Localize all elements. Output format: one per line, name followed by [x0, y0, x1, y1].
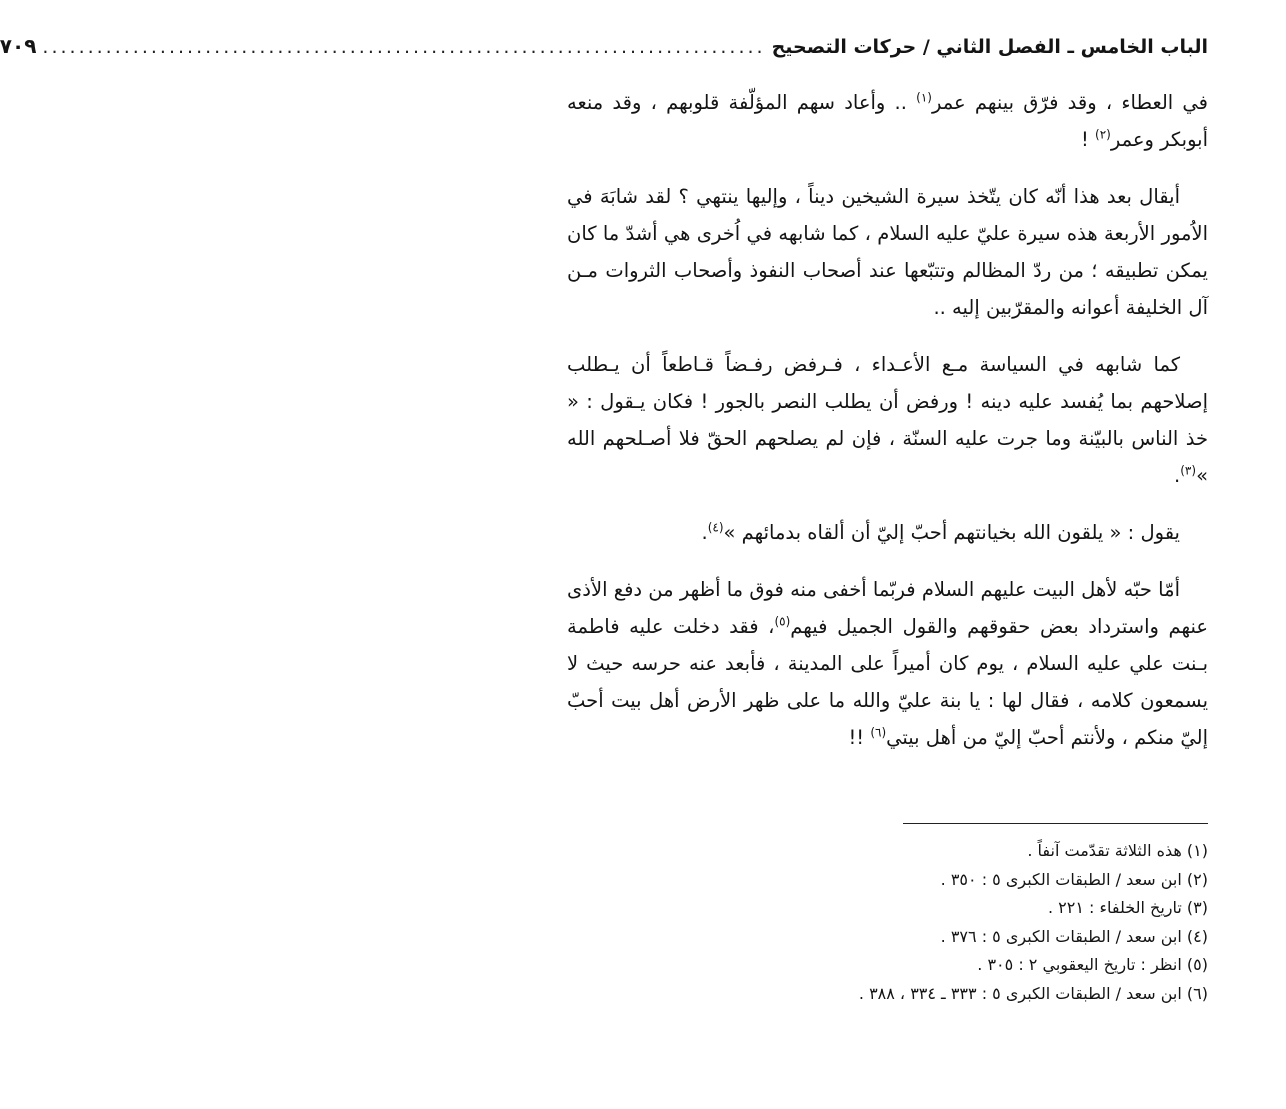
text-run: .	[1174, 464, 1181, 487]
footnote-ref[interactable]: (٥)	[774, 614, 791, 629]
text-run: كما شابهه في السياسة مـع الأعـداء ، فـرفض رفـضاً قـاطعاً أن يـطلب إصلاحهم بما يُفسد عليه دينه ! ورفض أن يطلب النصر بالجور ! فكان يـقول : « خذ الناس بالبيّنة وما جرت عليه السنّة ، فإن لم يصلحهم الحقّ فلا أصـلحهم الله »	[567, 353, 1208, 487]
footnote-ref[interactable]: (٣)	[1180, 463, 1197, 478]
chapter-title: الباب الخامس ـ الفصل الثاني / حركات التصحيح	[771, 36, 1208, 58]
text-run: .. وأعاد سهم المؤلّفة قلوبهم ، وقد منعه أبوبكر وعمر	[567, 91, 1208, 151]
footnotes	[567, 837, 1208, 1008]
footnote-ref[interactable]: (٤)	[707, 520, 724, 535]
paragraph	[567, 514, 1208, 551]
footnote: (٢) ابن سعد / الطبقات الكبرى ٥ : ٣٥٠ .	[940, 869, 1208, 889]
text-run: في العطاء ، وقد فرّق بينهم عمر	[931, 91, 1208, 114]
footnote-separator	[903, 823, 1208, 824]
footnote-ref[interactable]: (٦)	[870, 725, 887, 740]
text-run: أيقال بعد هذا أنّه كان يتّخذ سيرة الشيخين ديناً ، وإليها ينتهي ؟ لقد شابَهَ في الاُمور الأربعة هذه سيرة عليّ عليه السلام ، كما شابهه في اُخرى هي أشدّ ما كان يمكن تطبيقه ؛ من ردّ المظالم وتتبّعها عند أصحاب النفوذ وأصحاب الثروات مـن آل الخليفة أعوانه والمقرّبين إليه ..	[567, 185, 1208, 319]
paragraph	[567, 346, 1208, 494]
running-header	[0, 34, 1208, 58]
paragraph	[567, 571, 1208, 756]
footnote: (٥) انظر : تاريخ اليعقوبي ٢ : ٣٠٥ .	[977, 955, 1208, 974]
footnote: (٣) تاريخ الخلفاء : ٢٢١ .	[1047, 898, 1208, 917]
footnote: (٦) ابن سعد / الطبقات الكبرى ٥ : ٣٣٣ ـ ٣٣٤ ، ٣٨٨ .	[858, 983, 1208, 1003]
leader-dots: ................................................................................	[42, 36, 766, 58]
footnote-ref[interactable]: (٢)	[1095, 127, 1111, 142]
paragraph	[567, 84, 1208, 158]
text-run: ، فقد دخلت عليه فاطمة بـنت علي عليه السلام ، يوم كان أميراً على المدينة ، فأبعد عنه حرسه حيث لا يسمعون كلامه ، فقال لها : يا بنة عليّ والله ما على ظهر الأرض أهل بيت أحبّ إليّ منكم ، ولأنتم أحبّ إليّ من أهل بيتي	[567, 615, 1208, 749]
text-run: .	[701, 521, 708, 544]
footnote: (١) هذه الثلاثة تقدّمت آنفاً .	[1027, 841, 1208, 860]
text-run: !!	[848, 726, 871, 749]
text-run: !	[1080, 128, 1095, 151]
footnote-ref[interactable]: (١)	[916, 90, 932, 105]
body-text	[567, 84, 1208, 776]
text-run: أمّا حبّه لأهل البيت عليهم السلام فربّما أخفى منه فوق ما أظهر من دفع الأذى عنهم واسترداد بعض حقوقهم والقول الجميل فيهم	[567, 578, 1208, 638]
footnote: (٤) ابن سعد / الطبقات الكبرى ٥ : ٣٧٦ .	[940, 926, 1208, 946]
text-run: يقول : « يلقون الله بخيانتهم أحبّ إليّ أن ألقاه بدمائهم »	[723, 521, 1180, 544]
page-number: ٧٠٩	[0, 34, 37, 58]
paragraph	[567, 178, 1208, 326]
